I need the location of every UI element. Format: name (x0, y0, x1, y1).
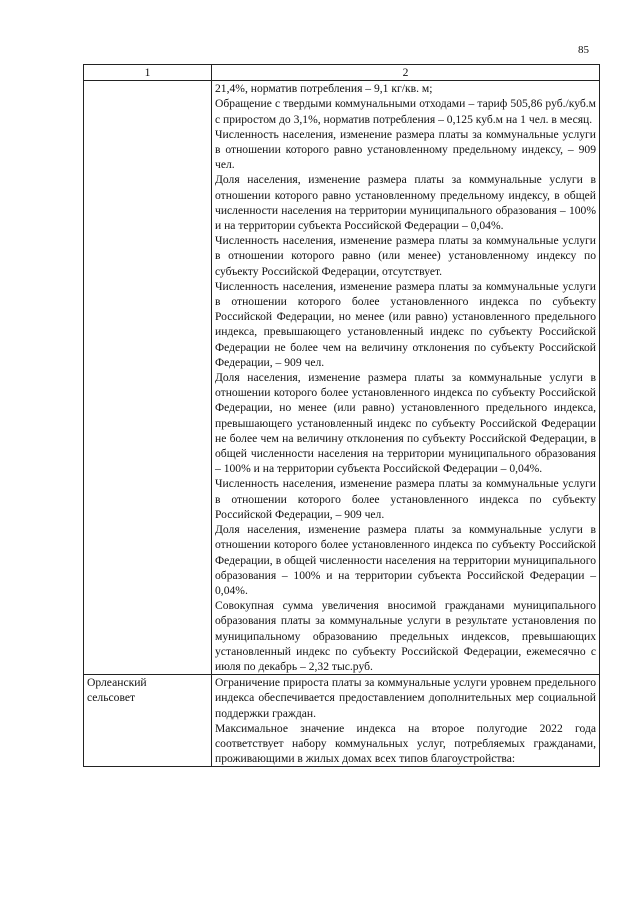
table-row (84, 81, 600, 675)
document-table (83, 64, 600, 767)
municipality-name-line-2: сельсовет (87, 691, 136, 705)
paragraph: Максимальное значение индекса на второе полугодие 2022 года соответствует набору коммунальных услуг, потребляемых гражданами, проживающими в жилых домах всех типов благоустройства: (215, 721, 596, 766)
paragraph: 21,4%, норматив потребления – 9,1 кг/кв. м; (215, 82, 433, 96)
table-header-row (84, 65, 600, 81)
paragraph: Численность населения, изменение размера платы за коммунальные услуги в отношении которого более установленного индекса по субъекту Российской Федерации, но менее (или равно) установленного предельного индекса, превышающего установленный индекс по субъекту Российской Федерации не более чем на величину отклонения по субъекту Российской Федерации, – 909 чел. (215, 279, 596, 369)
row2-text-cell (212, 675, 600, 767)
paragraph: Обращение с твердыми коммунальными отходами – тариф 505,86 руб./куб.м с приростом до 3,1%, норматив потребления – 0,125 куб.м на 1 чел. в месяц. (215, 97, 596, 126)
paragraph: Доля населения, изменение размера платы за коммунальные услуги в отношении которого равно установленному предельному индексу, в общей численности населения на территории муниципального образования – 100% и на территории субъекта Российской Федерации – 0,04%. (215, 173, 596, 233)
row1-text-cell (212, 81, 600, 675)
header-col-2: 2 (212, 65, 600, 81)
paragraph: Совокупная сумма увеличения вносимой гражданами муниципального образования платы за коммунальные услуги в результате установления по муниципальному образованию предельных индексов, превышающих установленный индекс по субъекту Российской Федерации, ежемесячно с июля по декабрь – 2,32 тыс.руб. (215, 599, 596, 673)
table-row (84, 675, 600, 767)
row1-municipality-cell (84, 81, 212, 675)
row2-municipality-cell (84, 675, 212, 767)
header-col-1: 1 (84, 65, 212, 81)
paragraph: Доля населения, изменение размера платы за коммунальные услуги в отношении которого более установленного индекса по субъекту Российской Федерации, но менее (или равно) установленного предельного индекса, превышающего установленный индекс по субъекту Российской Федерации не более чем на величину отклонения по субъекту Российской Федерации, в общей численности населения на территории муниципального образования – 100% и на территории субъекта Российской Федерации – 0,04%. (215, 371, 596, 476)
paragraph: Численность населения, изменение размера платы за коммунальные услуги в отношении которого равно (или менее) установленному индексу по субъекту Российской Федерации, отсутствует. (215, 234, 596, 278)
municipality-name-line-1: Орлеанский (87, 676, 147, 690)
page-number: 85 (578, 44, 589, 56)
paragraph: Численность населения, изменение размера платы за коммунальные услуги в отношении которого более установленного индекса по субъекту Российской Федерации, – 909 чел. (215, 477, 596, 521)
paragraph: Доля населения, изменение размера платы за коммунальные услуги в отношении которого более установленного индекса по субъекту Российской Федерации, в общей численности населения на территории муниципального образования – 100% и на территории субъекта Российской Федерации – 0,04%. (215, 523, 596, 597)
paragraph: Численность населения, изменение размера платы за коммунальные услуги в отношении которого равно установленному предельному индексу, – 909 чел. (215, 127, 596, 172)
paragraph: Ограничение прироста платы за коммунальные услуги уровнем предельного индекса обеспечивается предоставлением дополнительных мер социальной поддержки граждан. (215, 676, 596, 720)
